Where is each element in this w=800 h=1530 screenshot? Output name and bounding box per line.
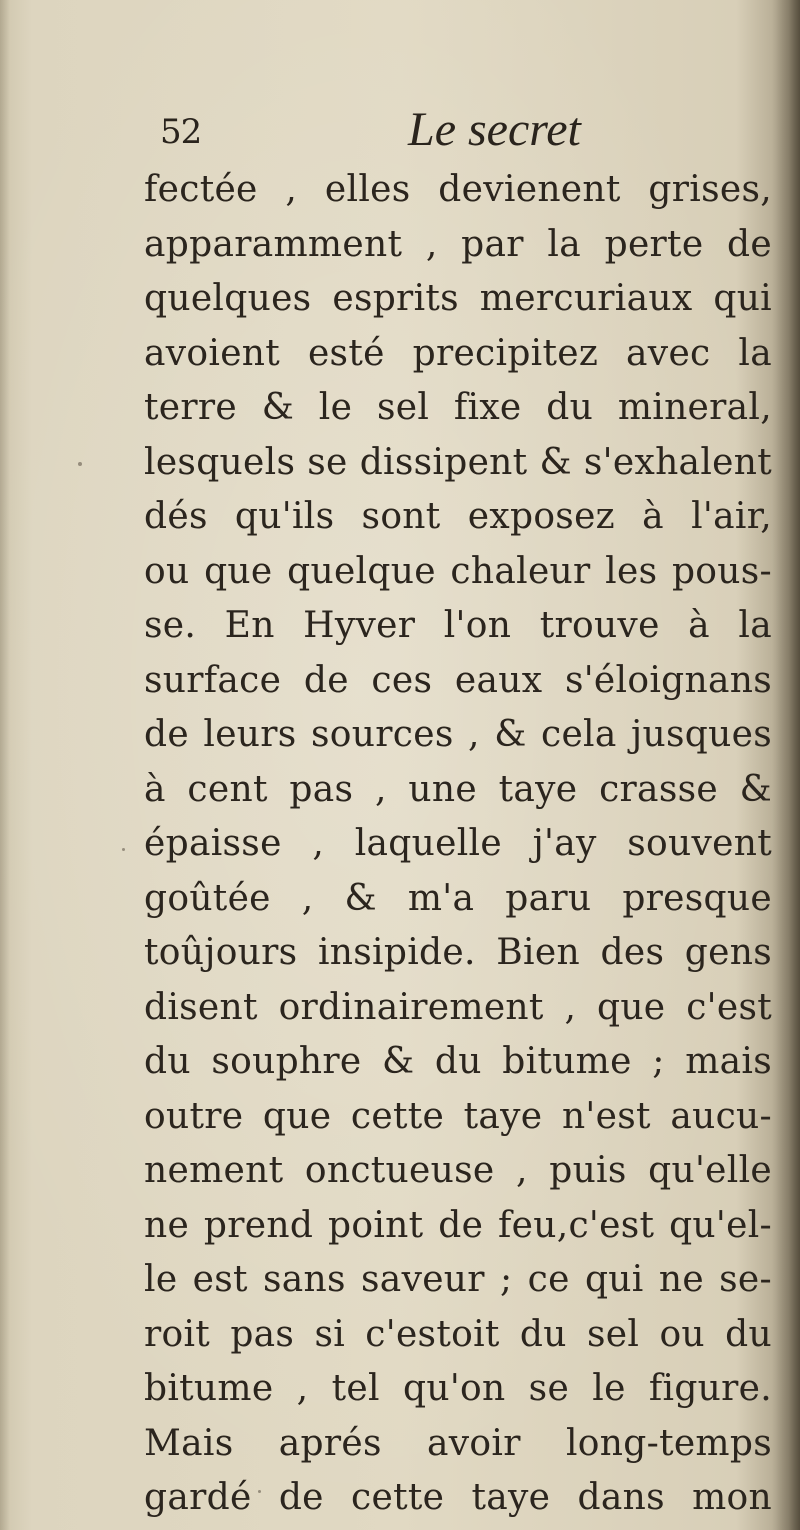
text-line: quelques esprits mercuriaux qui <box>144 278 772 319</box>
text-line: épaisse , laquelle j'ay souvent <box>144 823 772 864</box>
text-line: de leurs sources , & cela jusques <box>144 714 772 755</box>
page-left-edge <box>0 0 10 1530</box>
text-line: disent ordinairement , que c'est <box>144 986 772 1028</box>
body-text <box>144 163 772 1526</box>
text-line: Mais aprés avoir long-temps <box>144 1422 772 1464</box>
text-line: ou que quelque chaleur les pous- <box>144 550 772 592</box>
paper-speck <box>122 848 125 851</box>
text-line: bitume , tel qu'on se le figure. <box>144 1368 772 1409</box>
text-line: avoient esté precipitez avec la <box>144 332 772 374</box>
page-gutter-shadow <box>772 0 800 1530</box>
running-head: Le secret <box>408 103 581 156</box>
text-line: goûtée , & m'a paru presque <box>144 877 772 919</box>
text-line: ne prend point de feu,c'est qu'el- <box>144 1204 772 1246</box>
text-line: surface de ces eaux s'éloignans <box>144 659 772 701</box>
paper-speck <box>78 462 82 466</box>
page-header <box>0 100 800 160</box>
text-line: se. En Hyver l'on trouve à la <box>144 605 772 646</box>
text-line: lesquels se dissipent & s'exhalent <box>144 441 772 483</box>
text-line: à cent pas , une taye crasse & <box>144 768 772 810</box>
text-line: toûjours insipide. Bien des gens <box>144 932 772 973</box>
text-line: dés qu'ils sont exposez à l'air, <box>144 496 772 537</box>
page-number: 52 <box>160 112 202 152</box>
text-line: apparamment , par la perte de <box>144 223 772 265</box>
text-line: outre que cette taye n'est aucu- <box>144 1095 772 1137</box>
text-line: nement onctueuse , puis qu'elle <box>144 1150 772 1191</box>
text-line: du souphre & du bitume ; mais <box>144 1041 772 1082</box>
text-line: gardé de cette taye dans mon <box>144 1477 772 1518</box>
text-line: roit pas si c'estoit du sel ou du <box>144 1313 772 1355</box>
text-line: fectée , elles devienent grises, <box>144 169 772 210</box>
text-line: le est sans saveur ; ce qui ne se- <box>144 1259 772 1300</box>
text-line: terre & le sel fixe du mineral, <box>144 387 772 428</box>
